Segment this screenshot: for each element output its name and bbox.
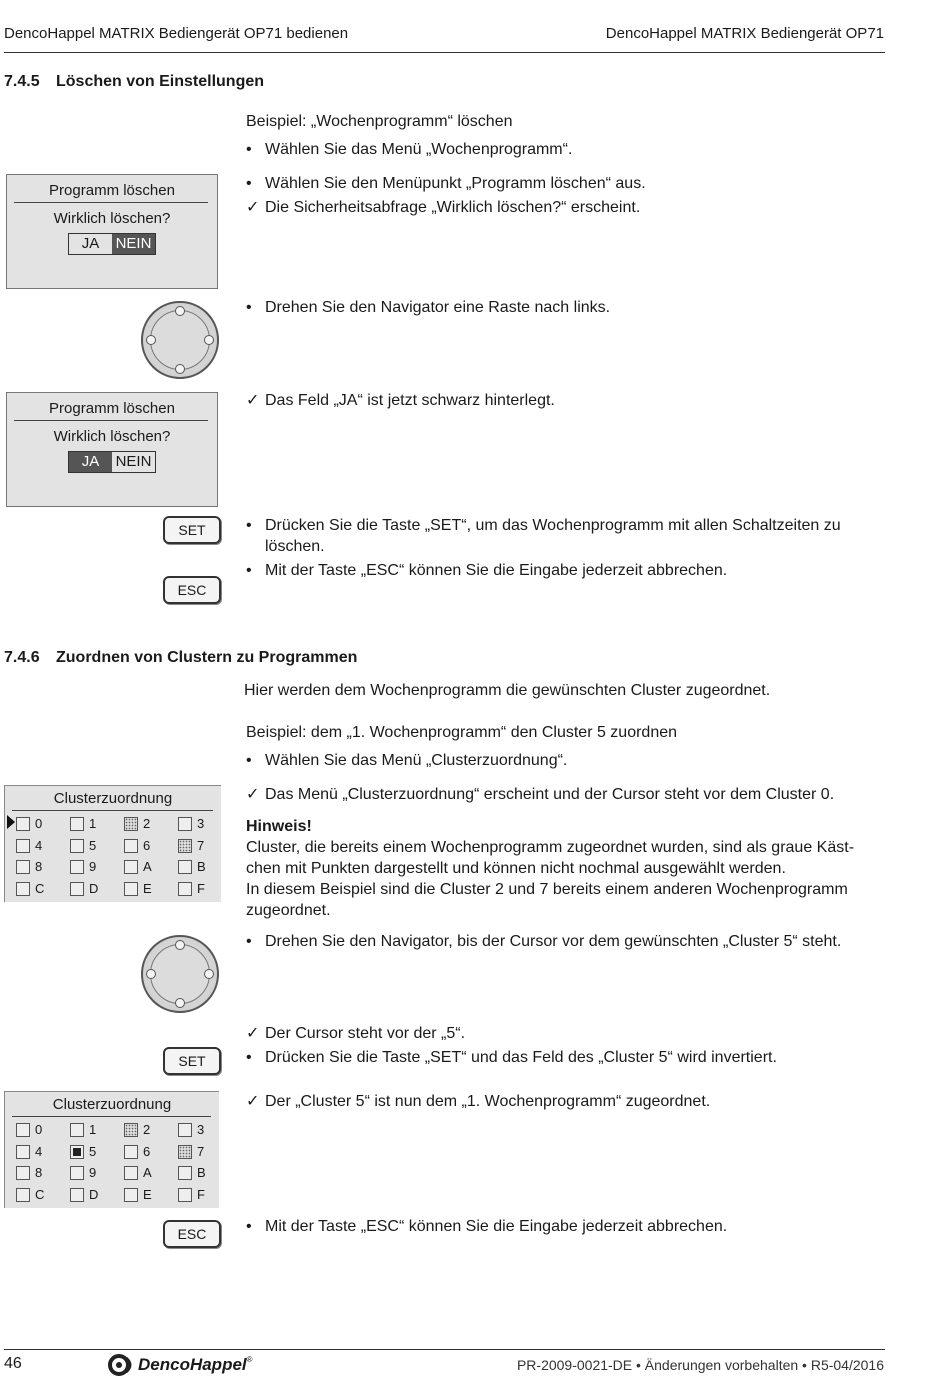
cluster-cell-5 <box>70 1143 120 1163</box>
list-marker: • <box>246 1049 252 1066</box>
list-text: Drehen Sie den Navigator eine Raste nach links. <box>265 299 611 316</box>
display-divider <box>12 810 213 811</box>
cluster-label: C <box>35 1186 45 1202</box>
cluster-cell-0 <box>16 1121 66 1141</box>
list-item <box>246 515 886 557</box>
cluster-cell-C <box>16 880 66 900</box>
cluster-label: 4 <box>35 1143 43 1159</box>
cluster-label: 2 <box>143 816 151 831</box>
check-marker: ✓ <box>246 199 260 216</box>
cluster-checkbox-icon <box>70 1166 84 1180</box>
cluster-cell-D <box>70 1186 120 1206</box>
display-title: Programm löschen <box>49 400 175 417</box>
display-title: Clusterzuordnung <box>52 1096 172 1113</box>
cluster-cell-4 <box>16 837 66 857</box>
check-marker: ✓ <box>246 1025 260 1042</box>
cluster-label: 1 <box>89 816 97 831</box>
navigator-notch <box>204 969 214 979</box>
cluster-label: 9 <box>89 1165 97 1180</box>
navigator-notch <box>175 364 185 374</box>
cluster-label: 6 <box>143 1143 151 1159</box>
yes-no-field <box>68 233 156 255</box>
navigator-notch <box>146 335 156 345</box>
display-divider <box>12 1116 211 1117</box>
page-number: 46 <box>4 1355 22 1372</box>
navigator-inner <box>150 944 210 1004</box>
cluster-cell-B <box>178 858 228 878</box>
navigator-notch <box>204 335 214 345</box>
cluster-cell-0 <box>16 815 66 835</box>
cluster-checkbox-icon <box>70 839 84 853</box>
cluster-cell-F <box>178 880 228 900</box>
note-line: zugeordnet. <box>246 902 331 919</box>
example-text: Beispiel: dem „1. Wochenprogramm“ den Cluster 5 zuordnen <box>246 724 678 741</box>
cluster-cell-1 <box>70 815 120 835</box>
cluster-checkbox-icon <box>70 1188 84 1202</box>
cluster-cell-B <box>178 1164 228 1184</box>
cluster-label: F <box>197 880 205 896</box>
section-title: Löschen von Einstellungen <box>56 73 265 90</box>
yes-option: JA <box>81 235 100 252</box>
cluster-checkbox-icon <box>178 817 192 831</box>
list-text: Wählen Sie den Menüpunkt „Programm löschen“ aus. <box>265 175 646 192</box>
cluster-checkbox-icon <box>124 1123 138 1137</box>
cluster-checkbox-icon <box>178 1123 192 1137</box>
cluster-checkbox-icon <box>16 1188 30 1202</box>
cluster-cell-1 <box>70 1121 120 1141</box>
list-text: Drücken Sie die Taste „SET“ und das Feld des „Cluster 5“ wird invertiert. <box>265 1049 777 1066</box>
cluster-checkbox-icon <box>124 860 138 874</box>
cluster-label: F <box>197 1186 205 1202</box>
display-question: Wirklich löschen? <box>53 210 171 227</box>
cluster-cell-7 <box>178 1143 228 1163</box>
cluster-cell-7 <box>178 837 228 857</box>
navigator-notch <box>175 306 185 316</box>
cluster-label: B <box>197 859 206 874</box>
cluster-checkbox-icon <box>124 817 138 831</box>
cluster-cell-E <box>124 1186 174 1206</box>
cluster-checkbox-icon <box>70 817 84 831</box>
list-item <box>246 750 567 771</box>
cluster-checkbox-icon <box>16 1145 30 1159</box>
list-text: Die Sicherheitsabfrage „Wirklich löschen?“ erscheint. <box>265 199 641 216</box>
list-item <box>246 931 841 952</box>
list-text: Der „Cluster 5“ ist nun dem „1. Wochenprogramm“ zugeordnet. <box>265 1093 711 1110</box>
header-rule <box>4 52 885 53</box>
list-text: Wählen Sie das Menü „Clusterzuordnung“. <box>265 752 568 769</box>
cluster-label: 0 <box>35 1122 43 1137</box>
esc-key: ESC <box>163 576 221 604</box>
section-number: 7.4.6 <box>4 649 40 666</box>
list-text: Der Cursor steht vor der „5“. <box>265 1025 466 1042</box>
intro-text: Hier werden dem Wochenprogramm die gewünschten Cluster zugeordnet. <box>244 682 771 699</box>
cluster-label: 3 <box>197 1122 205 1137</box>
cluster-checkbox-icon <box>178 860 192 874</box>
list-text: Drücken Sie die Taste „SET“, um das Wochenprogramm mit allen Schaltzeiten zu löschen. <box>265 517 841 555</box>
section-746-heading <box>4 649 357 667</box>
cluster-cell-6 <box>124 837 174 857</box>
cluster-label: 7 <box>197 837 205 853</box>
set-key: SET <box>163 1047 221 1075</box>
navigator-notch <box>146 969 156 979</box>
cluster-label: D <box>89 1186 99 1202</box>
list-text: Drehen Sie den Navigator, bis der Cursor vor dem gewünschten „Cluster 5“ steht. <box>265 933 842 950</box>
cluster-checkbox-icon <box>16 882 30 896</box>
list-text: Mit der Taste „ESC“ können Sie die Eingabe jederzeit abbrechen. <box>265 1218 728 1235</box>
cluster-checkbox-icon <box>70 1145 84 1159</box>
cluster-label: 8 <box>35 859 43 874</box>
no-option-selected: NEIN <box>112 234 155 254</box>
list-item <box>246 784 834 805</box>
cluster-checkbox-icon <box>124 839 138 853</box>
cluster-label: 2 <box>143 1122 151 1137</box>
navigator-knob <box>141 301 219 379</box>
cluster-cell-A <box>124 858 174 878</box>
cluster-cell-E <box>124 880 174 900</box>
check-marker: ✓ <box>246 1093 260 1110</box>
cluster-cell-9 <box>70 1164 120 1184</box>
cluster-label: 5 <box>89 837 97 853</box>
trademark: ® <box>246 1354 253 1364</box>
navigator-notch <box>175 940 185 950</box>
cluster-checkbox-icon <box>70 860 84 874</box>
list-text: Mit der Taste „ESC“ können Sie die Eingabe jederzeit abbrechen. <box>265 562 728 579</box>
cluster-checkbox-icon <box>16 860 30 874</box>
header-right: DencoHappel MATRIX Bediengerät OP71 <box>605 25 884 42</box>
cluster-display-initial <box>4 785 221 902</box>
display-divider <box>14 420 208 421</box>
cluster-checkbox-icon <box>70 1123 84 1137</box>
cluster-label: 5 <box>89 1143 97 1159</box>
cluster-label: 7 <box>197 1143 205 1159</box>
cluster-checkbox-icon <box>124 1188 138 1202</box>
set-key: SET <box>163 516 221 544</box>
logo-swirl-icon <box>108 1354 134 1376</box>
navigator-notch <box>175 998 185 1008</box>
cluster-cell-C <box>16 1186 66 1206</box>
navigator-inner <box>150 310 210 370</box>
cluster-cell-D <box>70 880 120 900</box>
list-marker: • <box>246 175 252 192</box>
list-marker: • <box>246 752 252 769</box>
cluster-checkbox-icon <box>178 1166 192 1180</box>
list-item <box>246 139 572 160</box>
list-marker: • <box>246 933 252 950</box>
cluster-label: E <box>143 1186 152 1202</box>
no-option: NEIN <box>115 453 152 470</box>
list-marker: • <box>246 562 252 579</box>
yes-no-field <box>68 451 156 473</box>
cluster-checkbox-icon <box>16 1123 30 1137</box>
cluster-label: B <box>197 1165 206 1180</box>
cluster-checkbox-icon <box>124 1145 138 1159</box>
footer-doc-ref: PR-2009-0021-DE • Änderungen vorbehalten • R5-04/2016 <box>516 1357 884 1373</box>
list-item <box>246 390 555 411</box>
list-item <box>246 1091 710 1112</box>
cluster-checkbox-icon <box>178 1145 192 1159</box>
list-item <box>246 173 646 194</box>
display-title: Programm löschen <box>49 182 175 199</box>
list-marker: • <box>246 141 252 158</box>
section-745-heading <box>4 73 264 91</box>
cluster-label: 6 <box>143 837 151 853</box>
footer-rule <box>4 1349 885 1350</box>
cluster-label: 3 <box>197 816 205 831</box>
list-item <box>246 1023 465 1044</box>
cluster-label: 9 <box>89 859 97 874</box>
check-marker: ✓ <box>246 392 260 409</box>
yes-option-selected: JA <box>69 452 112 472</box>
list-item <box>246 560 727 581</box>
note-heading: Hinweis! <box>246 818 312 835</box>
cluster-checkbox-icon <box>16 817 30 831</box>
cluster-label: A <box>143 1165 152 1180</box>
cluster-label: A <box>143 859 152 874</box>
cluster-cell-F <box>178 1186 228 1206</box>
cluster-cell-5 <box>70 837 120 857</box>
display-title: Clusterzuordnung <box>53 790 173 807</box>
cluster-checkbox-icon <box>178 1188 192 1202</box>
check-marker: ✓ <box>246 786 260 803</box>
list-item <box>246 197 640 218</box>
cluster-cell-8 <box>16 1164 66 1184</box>
list-text: Das Menü „Clusterzuordnung“ erscheint und der Cursor steht vor dem Cluster 0. <box>265 786 835 803</box>
note-line: In diesem Beispiel sind die Cluster 2 und 7 bereits einem anderen Wochenprogramm <box>246 881 848 898</box>
cluster-label: E <box>143 880 152 896</box>
cluster-label: 0 <box>35 816 43 831</box>
cluster-cell-A <box>124 1164 174 1184</box>
cluster-cell-2 <box>124 1121 174 1141</box>
cluster-label: C <box>35 880 45 896</box>
section-number: 7.4.5 <box>4 73 40 90</box>
lcd-display-delete <box>6 174 218 289</box>
list-marker: • <box>246 299 252 316</box>
cluster-checkbox-icon <box>16 1166 30 1180</box>
cluster-cell-2 <box>124 815 174 835</box>
cluster-checkbox-icon <box>178 882 192 896</box>
navigator-knob <box>141 935 219 1013</box>
esc-key: ESC <box>163 1220 221 1248</box>
brand-logo <box>108 1354 253 1376</box>
lcd-display-delete-ja <box>6 392 218 507</box>
cluster-cell-9 <box>70 858 120 878</box>
example-text: Beispiel: „Wochenprogramm“ löschen <box>246 113 513 130</box>
list-item <box>246 1047 777 1068</box>
display-question: Wirklich löschen? <box>53 428 171 445</box>
cluster-label: D <box>89 880 99 896</box>
cursor-arrow-icon <box>7 815 15 829</box>
cluster-checkbox-icon <box>70 882 84 896</box>
logo-text: DencoHappel <box>138 1355 247 1374</box>
cluster-display-assigned <box>4 1091 219 1208</box>
list-marker: • <box>246 517 252 534</box>
cluster-label: 8 <box>35 1165 43 1180</box>
cluster-cell-3 <box>178 815 228 835</box>
cluster-cell-8 <box>16 858 66 878</box>
list-text: Wählen Sie das Menü „Wochenprogramm“. <box>265 141 573 158</box>
cluster-label: 1 <box>89 1122 97 1137</box>
cluster-checkbox-icon <box>16 839 30 853</box>
list-item <box>246 1216 727 1237</box>
cluster-cell-4 <box>16 1143 66 1163</box>
header-left: DencoHappel MATRIX Bediengerät OP71 bedienen <box>4 25 349 42</box>
section-title: Zuordnen von Clustern zu Programmen <box>56 649 358 666</box>
cluster-checkbox-icon <box>124 1166 138 1180</box>
cluster-cell-3 <box>178 1121 228 1141</box>
cluster-checkbox-icon <box>178 839 192 853</box>
note-block <box>246 816 896 921</box>
list-text: Das Feld „JA“ ist jetzt schwarz hinterlegt. <box>265 392 555 409</box>
list-marker: • <box>246 1218 252 1235</box>
display-divider <box>14 202 208 203</box>
cluster-checkbox-icon <box>124 882 138 896</box>
list-item <box>246 297 610 318</box>
note-line: Cluster, die bereits einem Wochenprogramm zugeordnet wurden, sind als graue Käst- <box>246 839 855 856</box>
cluster-cell-6 <box>124 1143 174 1163</box>
cluster-label: 4 <box>35 837 43 853</box>
note-line: chen mit Punkten dargestellt und können nicht nochmal ausgewählt werden. <box>246 860 786 877</box>
